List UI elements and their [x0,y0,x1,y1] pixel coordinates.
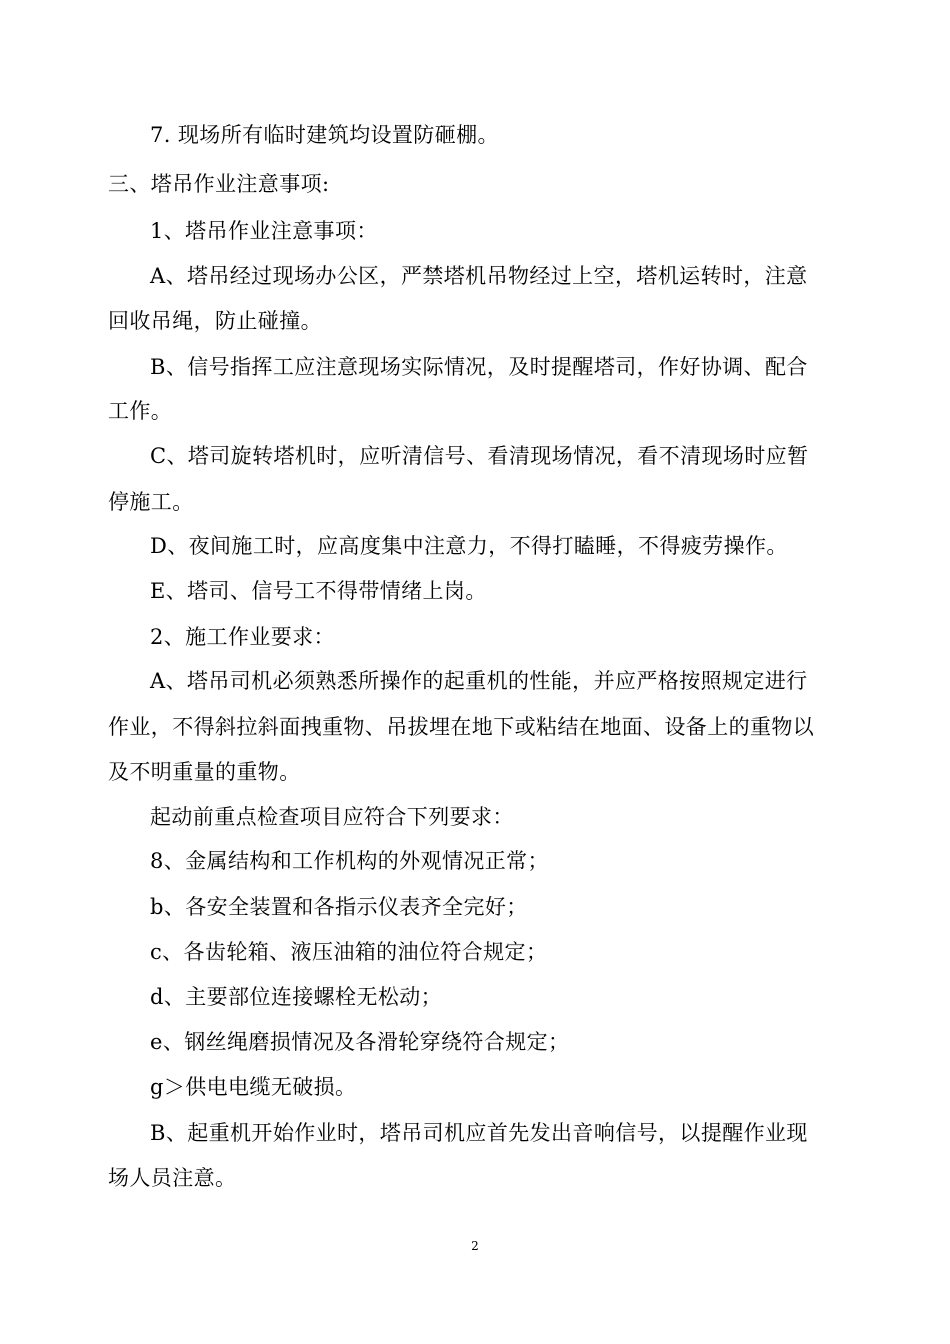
list-item: b、各安全装置和各指示仪表齐全完好； [150,895,528,919]
paragraph-line: 起动前重点检查项目应符合下列要求： [150,805,514,829]
paragraph-line: A、塔吊经过现场办公区，严禁塔机吊物经过上空，塔机运转时，注意 [150,264,808,288]
list-item: d、主要部位连接螺栓无松动； [150,985,443,1009]
paragraph-line: 作业，不得斜拉斜面拽重物、吊拔埋在地下或粘结在地面、设备上的重物以 [108,715,815,739]
paragraph-line: E、塔司、信号工不得带情绪上岗。 [150,579,487,603]
paragraph-line: A、塔吊司机必须熟悉所操作的起重机的性能，并应严格按照规定进行 [150,669,808,693]
paragraph-line: B、起重机开始作业时，塔吊司机应首先发出音响信号，以提醒作业现 [150,1121,808,1145]
paragraph-line: 及不明重量的重物。 [108,760,301,784]
list-item: g＞供电电缆无破损。 [150,1075,357,1099]
list-item: e、钢丝绳磨损情况及各滑轮穿绕符合规定； [150,1030,570,1054]
list-item: c、各齿轮箱、液压油箱的油位符合规定； [150,940,548,964]
paragraph-line: 停施工。 [108,490,194,514]
paragraph-line: 回收吊绳，防止碰撞。 [108,309,322,333]
paragraph-line: D、夜间施工时，应高度集中注意力，不得打瞌睡，不得疲劳操作。 [150,534,788,558]
subsection-heading: 1、塔吊作业注意事项： [150,219,378,243]
list-item: 8、金属结构和工作机构的外观情况正常； [150,849,549,873]
paragraph-line: C、塔司旋转塔机时，应听清信号、看清现场情况，看不清现场时应暂 [150,444,809,468]
paragraph-line: B、信号指挥工应注意现场实际情况，及时提醒塔司，作好协调、配合 [150,355,808,379]
section-heading: 三、塔吊作业注意事项: [108,172,330,196]
page-number: 2 [471,1239,479,1253]
paragraph-line: 工作。 [108,399,173,423]
subsection-heading: 2、施工作业要求： [150,625,335,649]
paragraph-line: 7. 现场所有临时建筑均设置防砸棚。 [150,123,499,147]
paragraph-line: 场人员注意。 [108,1166,237,1190]
